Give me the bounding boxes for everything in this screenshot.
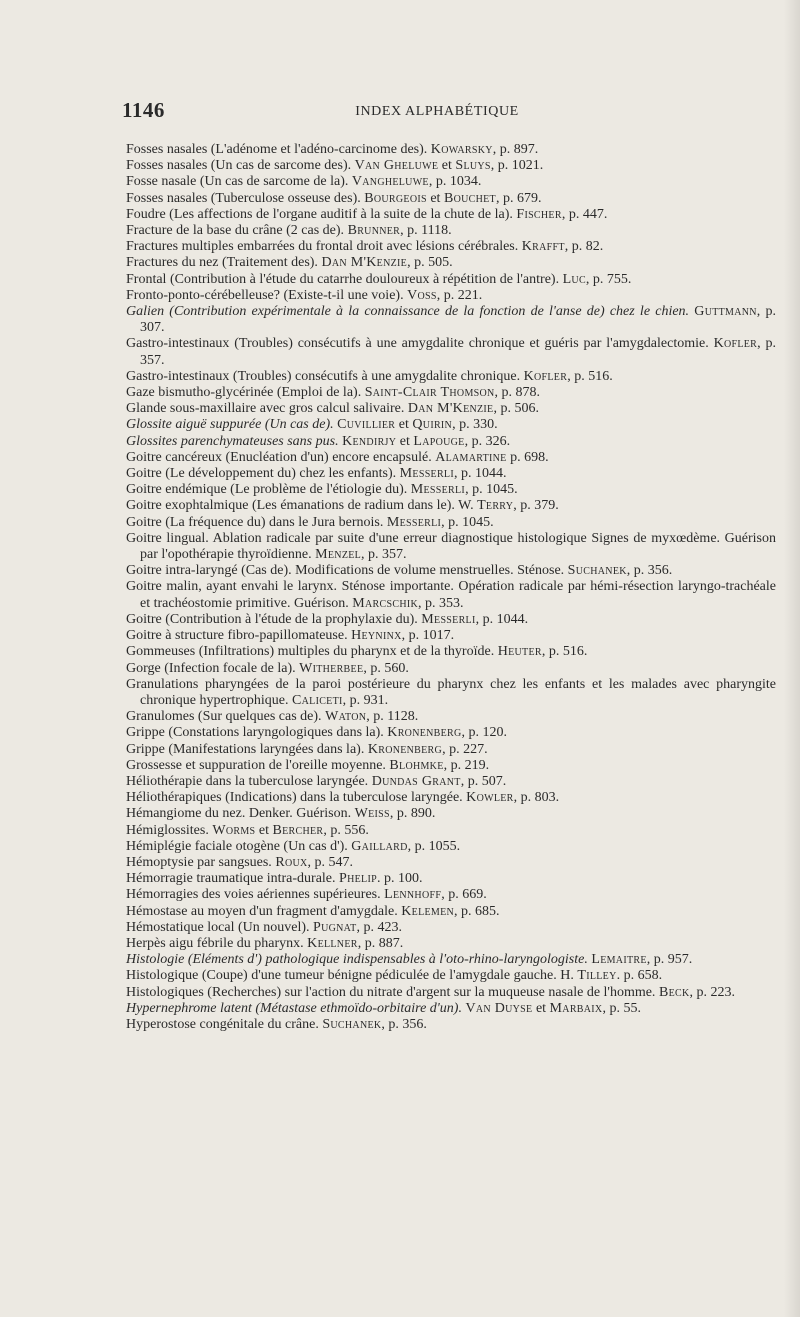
author-name: Tilley — [577, 968, 617, 984]
entry-text: Gaze bismutho-glycérinée (Emploi de la). — [126, 385, 365, 401]
entry-text: Hémoptysie par sangsues. — [126, 854, 276, 870]
entry-text: , p. 547. — [307, 854, 354, 870]
author-name: Menzel — [315, 547, 362, 563]
index-entry — [126, 985, 776, 1001]
author-name: Marbaix — [549, 1000, 603, 1016]
index-entry — [126, 304, 776, 336]
entry-text: Hémostase au moyen d'un fragment d'amygdale. — [126, 903, 402, 919]
index-entry — [126, 174, 776, 190]
index-entry — [126, 855, 776, 871]
index-entry — [126, 952, 776, 968]
index-entry — [126, 790, 776, 806]
entry-text: Granulations pharyngées de la paroi postérieure du pharynx chez les enfants et les malades avec pharyngite chronique hypertrophique. — [126, 676, 776, 708]
author-name: Messerli — [399, 466, 454, 482]
index-entry — [126, 207, 776, 223]
page-edge-shadow — [784, 0, 800, 1317]
author-name: Messerli — [410, 482, 466, 498]
index-entry — [126, 191, 776, 207]
author-name: Kowarsky — [430, 142, 493, 157]
entry-text: Hyperostose congénitale du crâne. — [126, 1016, 323, 1032]
index-entry — [126, 871, 776, 887]
entry-text: , p. 890. — [389, 806, 436, 822]
entry-text: , p. 516. — [567, 368, 613, 384]
author-name: Fischer — [516, 206, 562, 222]
entry-text: Fosse nasale (Un cas de sarcome de la). — [126, 174, 352, 190]
author-name: Kendirjy — [342, 433, 397, 449]
entry-text: Hémorragies des voies aériennes supérieures. — [126, 887, 385, 903]
author-name: Kronenberg — [367, 741, 443, 757]
index-entry — [126, 920, 776, 936]
entry-text: Fosses nasales (Un cas de sarcome des). — [126, 158, 355, 174]
entry-text: , p. 507. — [460, 773, 507, 789]
author-name: Messerli — [386, 514, 442, 530]
index-entry — [126, 498, 776, 514]
index-entry — [126, 709, 776, 725]
entry-text: , p. 931. — [342, 692, 389, 708]
entry-text: et — [396, 433, 414, 449]
author-name: Luc — [562, 271, 586, 287]
entry-text: , p. 1044. — [475, 611, 529, 627]
running-title: INDEX ALPHABÉTIQUE — [355, 104, 519, 119]
author-name: Terry — [477, 498, 514, 514]
entry-text: et — [395, 417, 413, 433]
index-entry — [126, 677, 776, 709]
author-name: Kellner — [307, 935, 358, 951]
entry-text: , p. 1055. — [407, 838, 461, 854]
entry-text: Fracture de la base du crâne (2 cas de). — [126, 223, 348, 239]
entry-text: , p. 326. — [464, 433, 511, 449]
author-name: Alamartine — [435, 449, 507, 465]
entry-text: , p. 803. — [513, 790, 560, 806]
entry-text: et — [438, 158, 456, 174]
entry-text: , p. 55. — [602, 1000, 641, 1016]
entry-text: Fronto-ponto-cérébelleuse? (Existe-t-il une voie). — [126, 287, 408, 303]
author-name: Suchanek — [567, 563, 627, 579]
entry-text: , p. 423. — [356, 919, 402, 935]
entry-text: Goitre lingual. Ablation radicale par suite d'une erreur diagnostique histologique Signes de myxœdème. Guérison par l'opothérapie thyroïdienne. — [126, 530, 776, 563]
entry-text: Hémostatique local (Un nouvel). — [126, 919, 314, 935]
author-name: Bouchet — [443, 190, 496, 206]
index-entry — [126, 823, 776, 839]
entry-text: Grippe (Constations laryngologiques dans la). — [126, 725, 388, 741]
entry-text: Grippe (Manifestations laryngées dans la). — [126, 741, 368, 757]
entry-text: , p. 505. — [407, 255, 453, 271]
entry-text: Gastro-intestinaux (Troubles) consécutifs à une amygdalite chronique et guéris par l'amygdalectomie. — [126, 336, 714, 352]
author-name: Guttmann — [694, 304, 757, 320]
entry-text: , p. 506. — [493, 401, 539, 417]
entry-text: Fractures du nez (Traitement des). — [126, 255, 322, 271]
author-name: Kofler — [713, 336, 758, 352]
author-name: Voss — [407, 287, 437, 303]
index-entry — [126, 531, 776, 563]
entry-text: , p. 223. — [689, 984, 735, 1000]
index-entry — [126, 223, 776, 239]
entry-text: , p. 1118. — [400, 223, 452, 239]
index-entry — [126, 758, 776, 774]
index-entry — [126, 936, 776, 952]
entry-text: , p. 516. — [541, 644, 588, 660]
author-name: Dan M'Kenzie — [321, 255, 408, 271]
author-name: Kronenberg — [387, 725, 462, 741]
index-entry — [126, 401, 776, 417]
italic-title: Glossites parenchymateuses sans pus. — [126, 433, 339, 449]
index-entry — [126, 255, 776, 271]
italic-title: Hypernephrome latent (Métastase ethmoïdo-orbitaire d'un). — [126, 1000, 462, 1016]
author-name: Van Duyse — [465, 1000, 533, 1016]
index-entry — [126, 774, 776, 790]
entry-text: , p. 560. — [363, 660, 409, 676]
entry-text: , p. 1045. — [441, 514, 494, 530]
entry-text: Herpès aigu fébrile du pharynx. — [126, 935, 308, 951]
index-entry — [126, 466, 776, 482]
entry-text: Hémiglossites. — [126, 822, 213, 838]
entry-text: , p. 353. — [418, 595, 464, 611]
author-name: Blohmke — [389, 757, 444, 773]
entry-text: , p. 1044. — [453, 466, 507, 482]
author-name: Kofler — [523, 368, 568, 384]
author-name: Suchanek — [322, 1016, 382, 1032]
author-name: Witherbee — [299, 660, 364, 676]
entry-text: , p. 219. — [443, 757, 490, 773]
entry-text: , p. 356. — [381, 1016, 427, 1032]
entry-text: , p. 957. — [646, 952, 693, 968]
author-name: Heyninx — [351, 628, 402, 644]
author-name: Lemaitre — [591, 952, 647, 968]
entry-text: p. 698. — [506, 449, 549, 465]
italic-title: Histologie (Eléments d') pathologique indispensables à l'oto-rhino-laryngologiste. — [126, 952, 588, 968]
entry-text: . p. 658. — [616, 968, 663, 984]
entry-text: , p. 357. — [361, 547, 407, 563]
entry-text: Fractures multiples embarrées du frontal droit avec lésions cérébrales. — [126, 239, 522, 255]
index-entry — [126, 336, 776, 368]
entry-text: Histologique (Coupe) d'une tumeur bénigne pédiculée de l'amygdale gauche. H. — [126, 968, 578, 984]
entry-text: Hémiplégie faciale otogène (Un cas d'). — [126, 838, 352, 854]
author-name: Phelip — [339, 871, 377, 887]
entry-text: Gommeuses (Infiltrations) multiples du pharynx et de la thyroïde. — [126, 644, 498, 660]
italic-title: Glossite aiguë suppurée (Un cas de). — [126, 417, 334, 433]
index-entry — [126, 579, 776, 611]
index-entry — [126, 385, 776, 401]
entry-text: Grossesse et suppuration de l'oreille moyenne. — [126, 757, 390, 773]
author-name: Bercher — [272, 822, 324, 838]
index-entry — [126, 887, 776, 903]
entry-text: Goitre intra-laryngé (Cas de). Modifications de volume menstruelles. Sténose. — [126, 563, 568, 579]
index-entry — [126, 644, 776, 660]
index-entries — [126, 142, 776, 1033]
entry-text: , p. 82. — [564, 239, 604, 255]
entry-text: , p. 897. — [492, 142, 539, 157]
author-name: Heuter — [497, 644, 542, 660]
entry-text: Hémorragie traumatique intra-durale. — [126, 871, 340, 887]
entry-text: , p. 227. — [442, 741, 488, 757]
entry-text: , p. 1021. — [490, 158, 544, 174]
entry-text: Foudre (Les affections de l'organe auditif à la suite de la chute de la). — [126, 206, 517, 222]
index-entry — [126, 158, 776, 174]
entry-text: Goitre à structure fibro-papillomateuse. — [126, 628, 352, 644]
entry-text: Goitre (La fréquence du) dans le Jura bernois. — [126, 514, 387, 530]
author-name: Beck — [658, 984, 690, 1000]
index-entry — [126, 288, 776, 304]
entry-text: Goitre cancéreux (Enucléation d'un) encore encapsulé. — [126, 449, 436, 465]
author-name: Messerli — [421, 611, 476, 627]
entry-text: Frontal (Contribution à l'étude du catarrhe douloureux à répétition de l'antre). — [126, 271, 563, 287]
index-entry — [126, 482, 776, 498]
index-entry — [126, 1017, 776, 1033]
entry-text: et — [532, 1000, 550, 1016]
entry-text: Granulomes (Sur quelques cas de). — [126, 709, 326, 725]
author-name: Bourgeois — [364, 190, 427, 206]
entry-text: et — [426, 190, 444, 206]
entry-text: , p. 679. — [495, 190, 542, 206]
index-entry — [126, 628, 776, 644]
author-name: Roux — [275, 854, 308, 870]
author-name: Dan M'Kenzie — [407, 401, 494, 417]
author-name: Vangheluwe — [351, 174, 429, 190]
index-entry — [126, 725, 776, 741]
entry-text: Goitre endémique (Le problème de l'étiologie du). — [126, 482, 411, 498]
index-entry — [126, 450, 776, 466]
page-header — [122, 98, 752, 128]
entry-text: , p. 685. — [454, 903, 500, 919]
entry-text: et — [255, 822, 273, 838]
entry-text: Hémangiome du nez. Denker. Guérison. — [126, 806, 355, 822]
author-name: Marcschik — [352, 595, 418, 611]
entry-text: , p. 669. — [441, 887, 487, 903]
entry-text: , p. 120. — [461, 725, 508, 741]
entry-text: Goitre exophtalmique (Les émanations de radium dans le). W. — [126, 498, 478, 514]
entry-text: Gorge (Infection focale de la). — [126, 660, 300, 676]
index-entry — [126, 904, 776, 920]
entry-text: , p. 1017. — [401, 628, 455, 644]
entry-text: Gastro-intestinaux (Troubles) consécutifs à une amygdalite chronique. — [126, 368, 524, 384]
entry-text: , p. 887. — [357, 935, 404, 951]
author-name: Van Gheluwe — [354, 158, 439, 174]
author-name: Quirin — [412, 417, 453, 433]
author-name: Worms — [212, 822, 256, 838]
author-name: Pugnat — [313, 919, 357, 935]
author-name: Krafft — [521, 239, 565, 255]
author-name: Kowler — [466, 790, 514, 806]
author-name: Kelemen — [401, 903, 455, 919]
index-entry — [126, 742, 776, 758]
entry-text: Glande sous-maxillaire avec gros calcul salivaire. — [126, 401, 408, 417]
entry-text: , p. 1045. — [465, 482, 518, 498]
entry-text: Fosses nasales (L'adénome et l'adéno-carcinome des). — [126, 142, 431, 157]
entry-text: , p. 755. — [585, 271, 632, 287]
entry-text: Histologiques (Recherches) sur l'action du nitrate d'argent sur la muqueuse nasale de l'homme. — [126, 984, 659, 1000]
entry-text: Héliothérapie dans la tuberculose laryngée. — [126, 773, 372, 789]
entry-text: Fosses nasales (Tuberculose osseuse des). — [126, 190, 365, 206]
author-name: Cuvillier — [337, 417, 396, 433]
entry-text: Goitre malin, ayant envahi le larynx. Sténose importante. Opération radicale par hémi-résection laryngo-trachéale et trachéostomie primitive. Guérison. — [126, 579, 776, 611]
entry-text: , p. 556. — [323, 822, 369, 838]
author-name: Caliceti — [292, 692, 343, 708]
author-name: Sluys — [455, 158, 491, 174]
index-entry — [126, 369, 776, 385]
index-entry — [126, 806, 776, 822]
index-entry — [126, 1001, 776, 1017]
index-entry — [126, 272, 776, 288]
entry-text: , p. 221. — [436, 287, 483, 303]
entry-text: , p. 330. — [452, 417, 498, 433]
index-entry — [126, 612, 776, 628]
entry-text: . p. 100. — [376, 871, 423, 887]
author-name: Lennhoff — [384, 887, 442, 903]
index-entry — [126, 142, 776, 158]
entry-text: , p. 307. — [140, 304, 777, 336]
index-entry — [126, 239, 776, 255]
entry-text: , p. 357. — [140, 336, 777, 368]
author-name: Waton — [325, 709, 367, 725]
index-entry — [126, 515, 776, 531]
entry-text: Héliothérapiques (Indications) dans la tuberculose laryngée. — [126, 790, 467, 806]
entry-text: , p. 878. — [494, 385, 541, 401]
index-entry — [126, 661, 776, 677]
author-name: Gaillard — [351, 838, 408, 854]
page-number: 1146 — [122, 98, 165, 122]
entry-text: , p. 1034. — [428, 174, 482, 190]
index-entry — [126, 563, 776, 579]
index-entry — [126, 417, 776, 433]
author-name: Brunner — [347, 223, 401, 239]
italic-title: Galien (Contribution expérimentale à la connaissance de la fonction de l'anse de) chez le chien. — [126, 304, 690, 320]
author-name: Lapouge — [413, 433, 465, 449]
author-name: Dundas Grant — [371, 773, 461, 789]
index-entry — [126, 968, 776, 984]
index-entry — [126, 434, 776, 450]
index-entry — [126, 839, 776, 855]
entry-text: , p. 1128. — [366, 709, 419, 725]
entry-text: Goitre (Contribution à l'étude de la prophylaxie du). — [126, 611, 422, 627]
entry-text: Goitre (Le développement du) chez les enfants). — [126, 466, 400, 482]
entry-text: , p. 379. — [513, 498, 559, 514]
entry-text: , p. 447. — [561, 206, 608, 222]
author-name: Saint-Clair Thomson — [364, 385, 495, 401]
author-name: Weiss — [354, 806, 390, 822]
entry-text: , p. 356. — [626, 563, 673, 579]
